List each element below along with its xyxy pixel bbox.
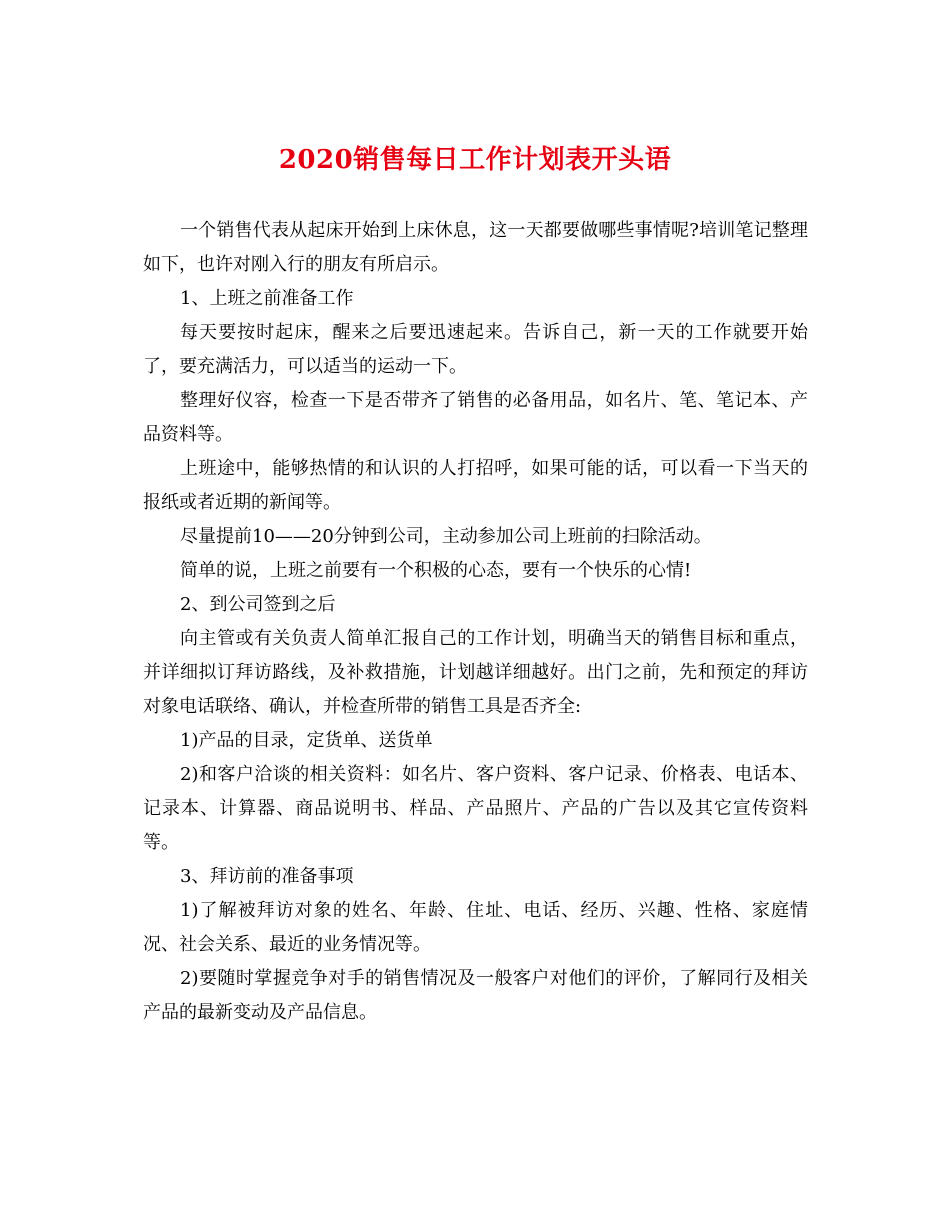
section-heading-2: 2、到公司签到之后 xyxy=(180,594,336,615)
paragraph-intro: 一个销售代表从起床开始到上床休息，这一天都要做哪些事情呢?培训笔记整理如下，也许对刚入行的朋友有所启示。 xyxy=(143,220,808,275)
list-item: 2)和客户洽谈的相关资料：如名片、客户资料、客户记录、价格表、电话本、记录本、计算器、商品说明书、样品、产品照片、产品的广告以及其它宣传资料等。 xyxy=(143,764,808,853)
paragraph: 整理好仪容，检查一下是否带齐了销售的必备用品，如名片、笔、笔记本、产品资料等。 xyxy=(143,390,808,445)
section-heading-1: 1、上班之前准备工作 xyxy=(180,288,354,309)
paragraph: 每天要按时起床，醒来之后要迅速起来。告诉自己，新一天的工作就要开始了，要充满活力，可以适当的运动一下。 xyxy=(143,322,808,377)
paragraph: 向主管或有关负责人简单汇报自己的工作计划，明确当天的销售目标和重点，并详细拟订拜访路线，及补救措施，计划越详细越好。出门之前，先和预定的拜访对象电话联络、确认，并检查所带的销售工具是否齐全: xyxy=(143,628,808,717)
document-body xyxy=(143,214,808,1030)
list-item: 2)要随时掌握竞争对手的销售情况及一般客户对他们的评价，了解同行及相关产品的最新变动及产品信息。 xyxy=(143,968,808,1023)
paragraph: 简单的说，上班之前要有一个积极的心态，要有一个快乐的心情! xyxy=(180,560,692,581)
paragraph: 尽量提前10——20分钟到公司，主动参加公司上班前的扫除活动。 xyxy=(180,526,712,547)
document-title: 2020销售每日工作计划表开头语 xyxy=(278,145,672,175)
paragraph: 上班途中，能够热情的和认识的人打招呼，如果可能的话，可以看一下当天的报纸或者近期的新闻等。 xyxy=(143,458,808,513)
list-item: 1)了解被拜访对象的姓名、年龄、住址、电话、经历、兴趣、性格、家庭情况、社会关系、最近的业务情况等。 xyxy=(143,900,808,955)
list-item: 1)产品的目录，定货单、送货单 xyxy=(180,730,433,751)
section-heading-3: 3、拜访前的准备事项 xyxy=(180,866,354,887)
